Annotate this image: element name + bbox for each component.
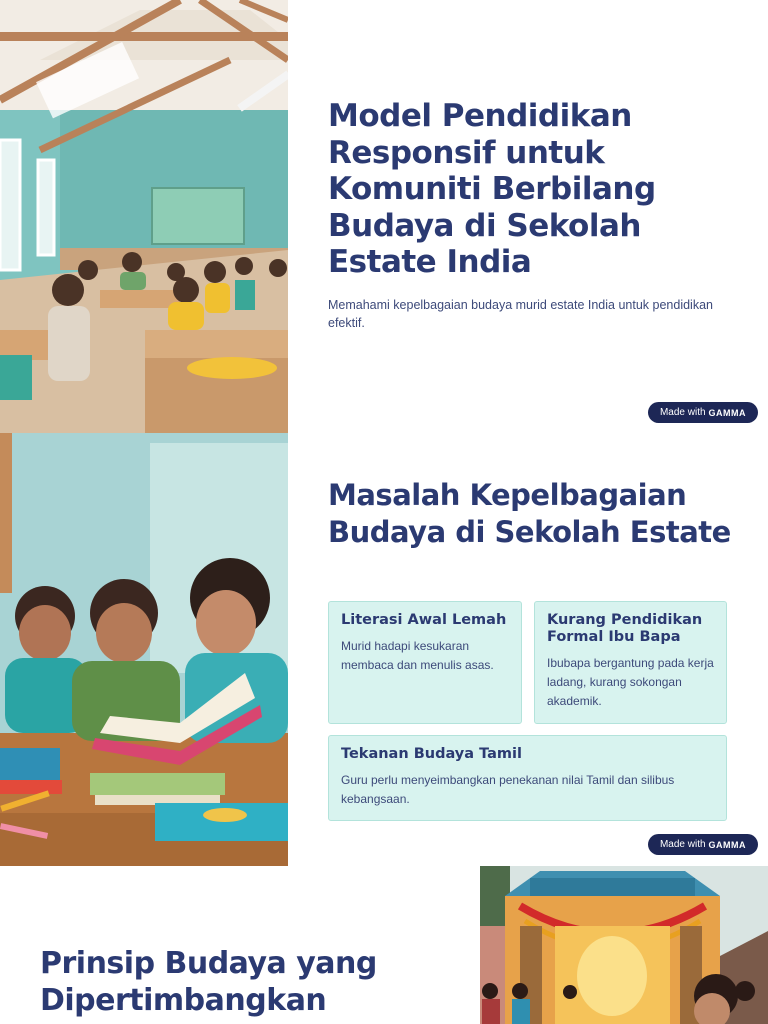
slide-problem [0, 433, 768, 866]
slide-title [0, 0, 768, 433]
card-title: Literasi Awal Lemah [341, 612, 507, 628]
slide-principles [0, 866, 768, 1024]
card-text: Murid hadapi kesukaran membaca dan menulis asas. [341, 639, 494, 672]
students-reading-image [0, 433, 288, 866]
made-with-gamma-badge[interactable] [648, 834, 758, 855]
card-pendidikan-ibu-bapa [534, 601, 727, 724]
gamma-logo: GAMMA [708, 839, 747, 850]
card-text: Guru perlu menyeimbangkan penekanan nilai Tamil dan silibus kebangsaan. [341, 773, 675, 806]
classroom-image [0, 0, 288, 433]
page-title: Model Pendidikan Responsif untuk Komuniti Berbilang Budaya di Sekolah Estate India [328, 98, 656, 280]
card-text: Ibubapa bergantung pada kerja ladang, kurang sokongan akademik. [547, 656, 714, 708]
card-budaya-tamil [328, 735, 727, 821]
card-title: Kurang Pendidikan Formal Ibu Bapa [547, 612, 703, 645]
card-literasi [328, 601, 522, 724]
gamma-logo: GAMMA [708, 407, 747, 418]
made-with-gamma-badge[interactable] [648, 402, 758, 423]
temple-image [480, 866, 768, 1024]
section-title: Masalah Kepelbagaian Budaya di Sekolah Estate [328, 478, 731, 549]
badge-prefix: Made with [659, 839, 706, 850]
section-title: Prinsip Budaya yang Dipertimbangkan [40, 946, 377, 1018]
card-title: Tekanan Budaya Tamil [341, 746, 522, 762]
badge-prefix: Made with [659, 407, 706, 418]
page-subtitle: Memahami kepelbagaian budaya murid estate India untuk pendidikan efektif. [328, 298, 713, 330]
